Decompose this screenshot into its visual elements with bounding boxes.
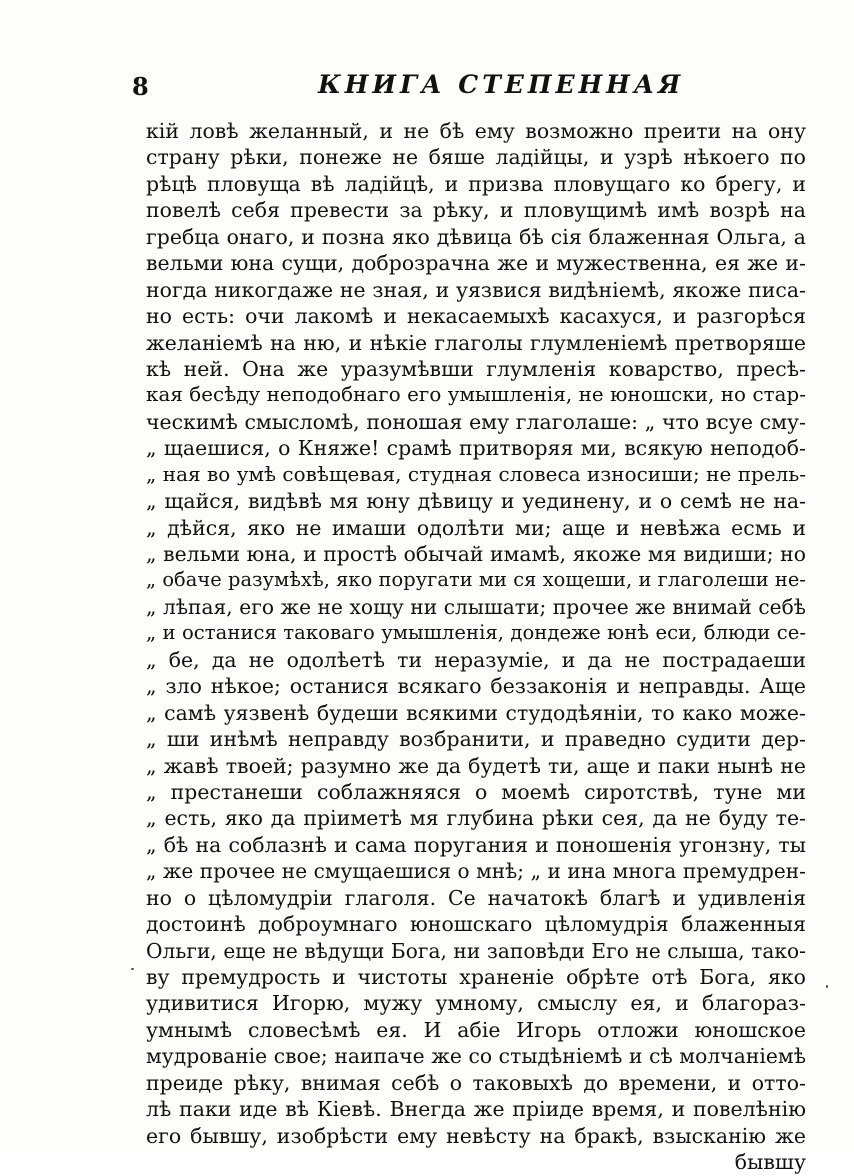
text-line: страну рѣки, понеже не бяше ладійцы, и узрѣ нѣкоего по [146, 145, 806, 170]
text-line: кѣ ней. Она же уразумѣвши глумленія коварство, пресѣ- [146, 356, 806, 381]
catchword: бывшу [734, 1150, 806, 1175]
text-line: „ ши инѣмѣ неправду возбранити, и праведно судити дер- [146, 727, 806, 752]
text-line: гребца онаго, и позна яко дѣвица бѣ сія блаженная Ольга, а [146, 224, 806, 249]
text-line: рѣцѣ пловуща вѣ ладійцѣ, и призва пловущаго ко брегу, и [146, 171, 806, 196]
text-line: „ престанеши соблажняяся о моемѣ сиротствѣ, туне ми [146, 779, 806, 804]
text-line: „ вельми юна, и простѣ обычай имамѣ, якоже мя видиши; но [146, 542, 806, 566]
text-line: ческимѣ смысломѣ, поношая ему глаголаше: „ что всуе сму- [146, 409, 806, 434]
text-line: Ольги, еще не вѣдущи Бога, ни заповѣди Его не слыша, тако- [146, 938, 806, 963]
text-line: желаніемѣ на ню, и нѣкіе глаголы глумленіемѣ претворяше [146, 330, 806, 355]
text-line: „ щаешися, о Княже! срамѣ притворяя ми, всякую неподоб- [146, 436, 806, 461]
text-line: „ бе, да не одолѣетѣ ти неразуміе, и да не пострадаеши [146, 647, 806, 672]
paper-speck [826, 985, 828, 988]
paper-speck [131, 968, 134, 970]
running-title: КНИГА СТЕПЕННАЯ [318, 70, 685, 99]
text-line: ногда никогдаже не зная, и уязвися видѣніемѣ, якоже писа- [146, 277, 806, 302]
text-line: лѣ паки иде вѣ Кіевѣ. Внегда же пріиде время, и повелѣнію [146, 1097, 806, 1122]
text-line: преиде рѣку, внимая себѣ о таковыхѣ до времени, и оттo- [146, 1070, 806, 1095]
text-line: „ дѣйся, яко не имаши одолѣти ми; аще и невѣжа есмь и [146, 515, 806, 540]
text-line: ву премудрость и чистоты храненіе обрѣте отѣ Бога, яко [146, 965, 806, 989]
text-line: его бывшу, изобрѣсти ему невѣсту на бракѣ, взысканію же [146, 1123, 806, 1148]
text-line: „ щайся, видѣвѣ мя юну дѣвицу и уединену, и о семѣ не на- [146, 489, 806, 514]
text-line: „ зло нѣкое; останися всякаго беззаконія и неправды. Аще [146, 674, 806, 699]
text-line: „ жавѣ твоей; разумно же да будетѣ ти, аще и паки нынѣ не [146, 753, 806, 778]
text-line: мудрованіе свое; наипаче же со стыдѣніемѣ и сѣ молчаніемѣ [146, 1044, 806, 1069]
text-line: „ же прочее не смущаешися о мнѣ; „ и ина многа премудрен- [146, 859, 806, 884]
text-line: но есть: очи лакомѣ и некасаемыхѣ касахуся, и разгорѣся [146, 304, 806, 329]
text-line: но о цѣломудріи глаголя. Се начатокѣ благѣ и удивленія [146, 885, 806, 910]
text-line: „ лѣпая, его же не хощу ни слышати; прочее же внимай себѣ [146, 594, 806, 619]
text-line: „ ная во умѣ совѣщевая, студная словеса износиши; не прель- [146, 462, 806, 486]
page-number: 8 [132, 72, 149, 101]
text-line: „ самѣ уязвенѣ будеши всякими студодѣяніи, то како може- [146, 700, 806, 725]
text-line: „ есть, яко да пріиметѣ мя глубина рѣки сея, да не буду те- [146, 806, 806, 831]
text-line: кій ловѣ желанный, и не бѣ ему возможно преити на ону [146, 119, 806, 143]
text-line: „ бѣ на соблазнѣ и сама поругания и поношенія угонзну, ты [146, 832, 806, 857]
text-line: „ обаче разумѣхѣ, яко поругати ми ся хощеши, и глаголеши не- [146, 568, 806, 592]
text-line: кая бесѣду неподобнаго его умышленія, не юношски, но стар- [146, 383, 806, 407]
body-text [146, 118, 806, 1176]
text-line: вельми юна сущи, доброзрачна же и мужественна, ея же и- [146, 251, 806, 276]
text-line: удивитися Игорю, мужу умному, смыслу ея, и благораз- [146, 991, 806, 1016]
text-line: достоинѣ доброумнаго юношскаго цѣломудрія блаженныя [146, 912, 806, 937]
text-line: „ и останися таковаго умышленія, дондеже юнѣ еси, блюди се- [146, 621, 806, 645]
text-line: умнымѣ словесѣмѣ ея. И абіе Игорь отложи юношское [146, 1017, 806, 1042]
page-header [132, 70, 802, 104]
text-line: повелѣ себя превести за рѣку, и пловущимѣ имѣ возрѣ на [146, 198, 806, 223]
